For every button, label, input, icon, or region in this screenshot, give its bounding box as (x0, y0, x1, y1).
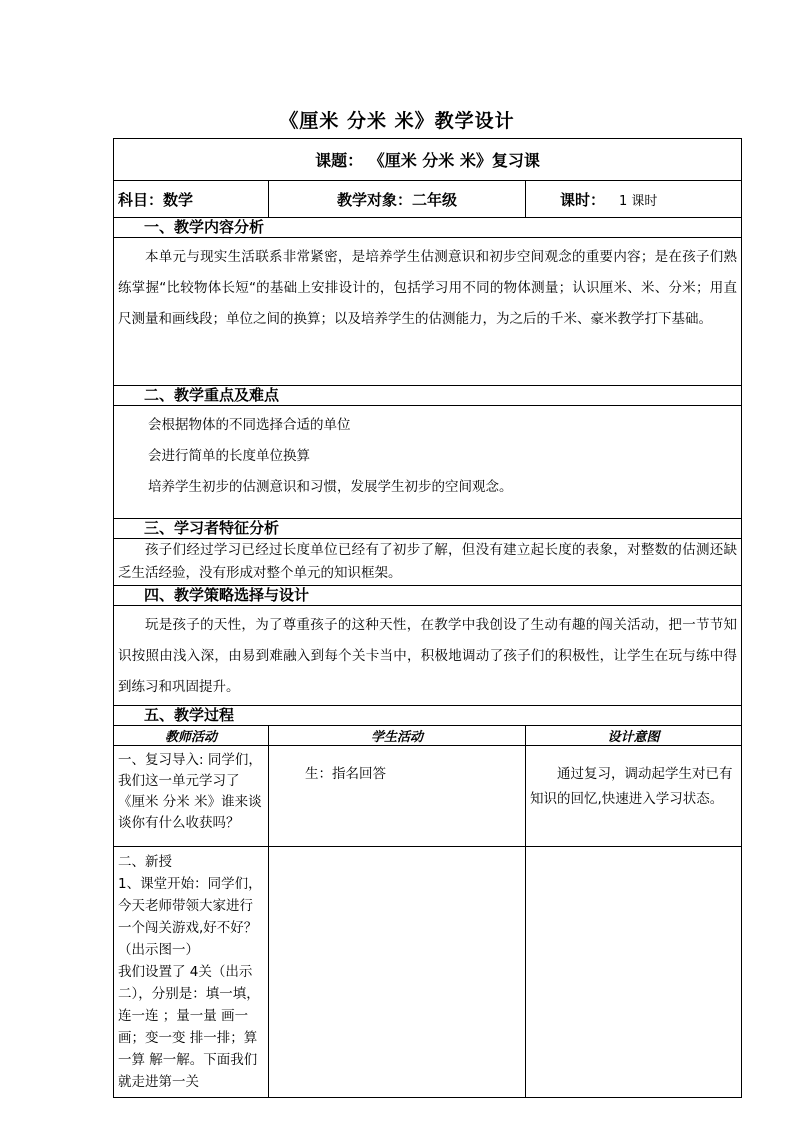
column-header-teacher: 教师活动 (114, 726, 269, 746)
learner-analysis-body (114, 539, 742, 586)
column-header-student: 学生活动 (269, 726, 526, 746)
subject-cell: 科目：数学 (114, 181, 269, 218)
teacher-activity-cell (114, 746, 269, 847)
hours-label: 课时： (560, 190, 606, 209)
document-title: 《厘米 分米 米》教学设计 (279, 110, 515, 132)
lesson-plan-table (113, 138, 742, 1098)
content-analysis-text: 本单元与现实生活联系非常紧密，是培养学生估测意识和初步空间观念的重要内容；是在孩子们熟练掌握“比较物体长短“的基础上安排设计的，包括学习用不同的物体测量；认识厘米、米、分米；用直尺测量和画线段；单位之间的换算；以及培养学生的估测能力，为之后的千米、豪米教学打下基础。 (118, 249, 738, 327)
strategy-text: 玩是孩子的天性，为了尊重孩子的这种天性，在教学中我创设了生动有趣的闯关活动，把一节节知识按照由浅入深，由易到难融入到每个关卡当中，积极地调动了孩子们的积极性，让学生在玩与练中得到练习和巩固提升。 (118, 617, 738, 695)
learner-analysis-text: 孩子们经过学习已经过长度单位已经有了初步了解，但没有建立起长度的表象，对整数的估测还缺乏生活经验，没有形成对整个单元的知识框架。 (118, 542, 738, 581)
design-intent-cell (526, 847, 742, 1098)
hours-value: 1 课时 (619, 193, 658, 209)
section-heading-strategy: 四、教学策略选择与设计 (114, 586, 742, 606)
section-heading-process: 五、教学过程 (114, 706, 742, 726)
key-point-item: 会进行简单的长度单位换算 (148, 448, 310, 464)
teacher-activity-text: 1、课堂开始：同学们，今天老师带领大家进行一个闯关游戏,好不好？（出示图一） (118, 876, 262, 958)
column-header-intent: 设计意图 (526, 726, 742, 746)
key-point-item: 培养学生初步的估测意识和习惯，发展学生初步的空间观念。 (148, 479, 513, 495)
design-intent-cell (526, 746, 742, 847)
content-analysis-body (114, 238, 742, 386)
strategy-body (114, 606, 742, 706)
teacher-activity-text: 我们设置了 4关（出示二），分别是：填一填，连一连 ；量一量 画一画；变一变 排一排；算一算 解一解。下面我们就走进第一关 (118, 964, 260, 1090)
table-row (114, 746, 742, 847)
key-point-item: 会根据物体的不同选择合适的单位 (148, 417, 351, 433)
teacher-activity-text: 一、复习导入: 同学们，我们这一单元学习了《厘米 分米 米》谁来谈谈你有什么收获吗？ (118, 752, 262, 831)
design-intent-text: 通过复习，调动起学生对已有知识的回忆,快速进入学习状态。 (530, 766, 733, 807)
student-activity-cell (269, 746, 526, 847)
teacher-activity-text: 二、新授 (118, 854, 172, 870)
student-activity-cell (269, 847, 526, 1098)
section-heading-learner-analysis: 三、学习者特征分析 (114, 519, 742, 539)
teacher-activity-cell (114, 847, 269, 1098)
student-activity-text: 生：指名回答 (305, 766, 386, 782)
audience-cell: 教学对象：二年级 (269, 181, 526, 218)
table-row (114, 847, 742, 1098)
section-heading-key-points: 二、教学重点及难点 (114, 386, 742, 406)
key-points-body (114, 406, 742, 519)
topic-cell: 课题： 《厘米 分米 米》复习课 (114, 139, 742, 181)
section-heading-content-analysis: 一、教学内容分析 (114, 218, 742, 238)
hours-cell (526, 181, 742, 218)
